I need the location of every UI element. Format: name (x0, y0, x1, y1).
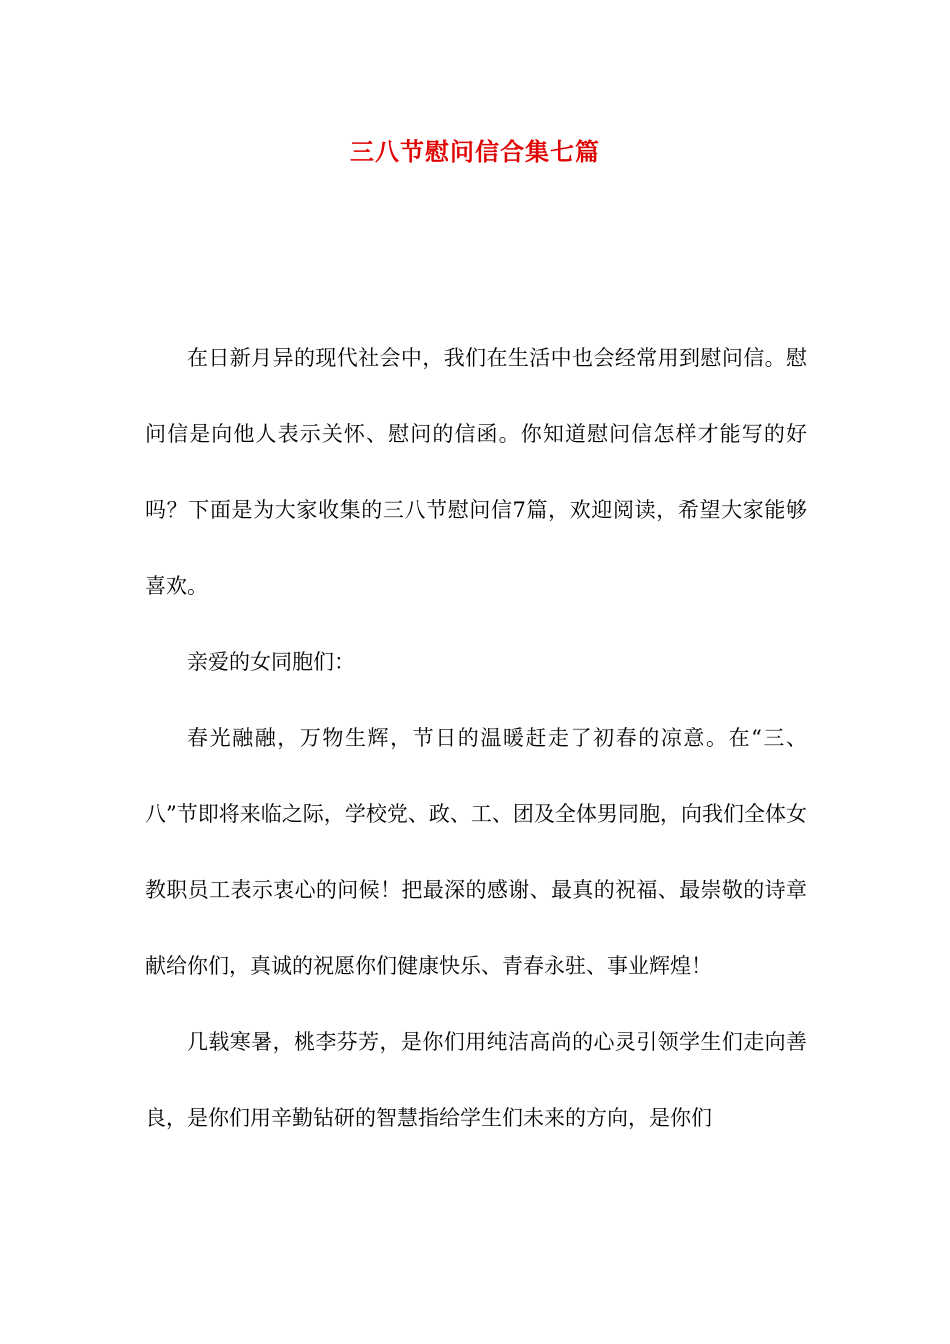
salutation-paragraph: 亲爱的女同胞们： (187, 650, 355, 674)
letter-paragraph-2: 几载寒暑，桃李芬芳，是你们用纯洁高尚的心灵引领学生们走向善良，是你们用辛勤钻研的智慧指给学生们未来的方向，是你们 (145, 1030, 807, 1130)
document-title: 三八节慰问信合集七篇 (350, 138, 600, 166)
letter-paragraph-1: 春光融融，万物生辉，节日的温暖赶走了初春的凉意。在“三、八”节即将来临之际，学校党、政、工、团及全体男同胞，向我们全体女教职员工表示衷心的问候！把最深的感谢、最真的祝福、最崇敬的诗章献给你们，真诚的祝愿你们健康快乐、青春永驻、事业辉煌！ (145, 726, 807, 978)
intro-paragraph: 在日新月异的现代社会中，我们在生活中也会经常用到慰问信。慰问信是向他人表示关怀、慰问的信函。你知道慰问信怎样才能写的好吗？下面是为大家收集的三八节慰问信7篇，欢迎阅读，希望大家能够喜欢。 (145, 346, 807, 598)
document-body (145, 320, 807, 1156)
